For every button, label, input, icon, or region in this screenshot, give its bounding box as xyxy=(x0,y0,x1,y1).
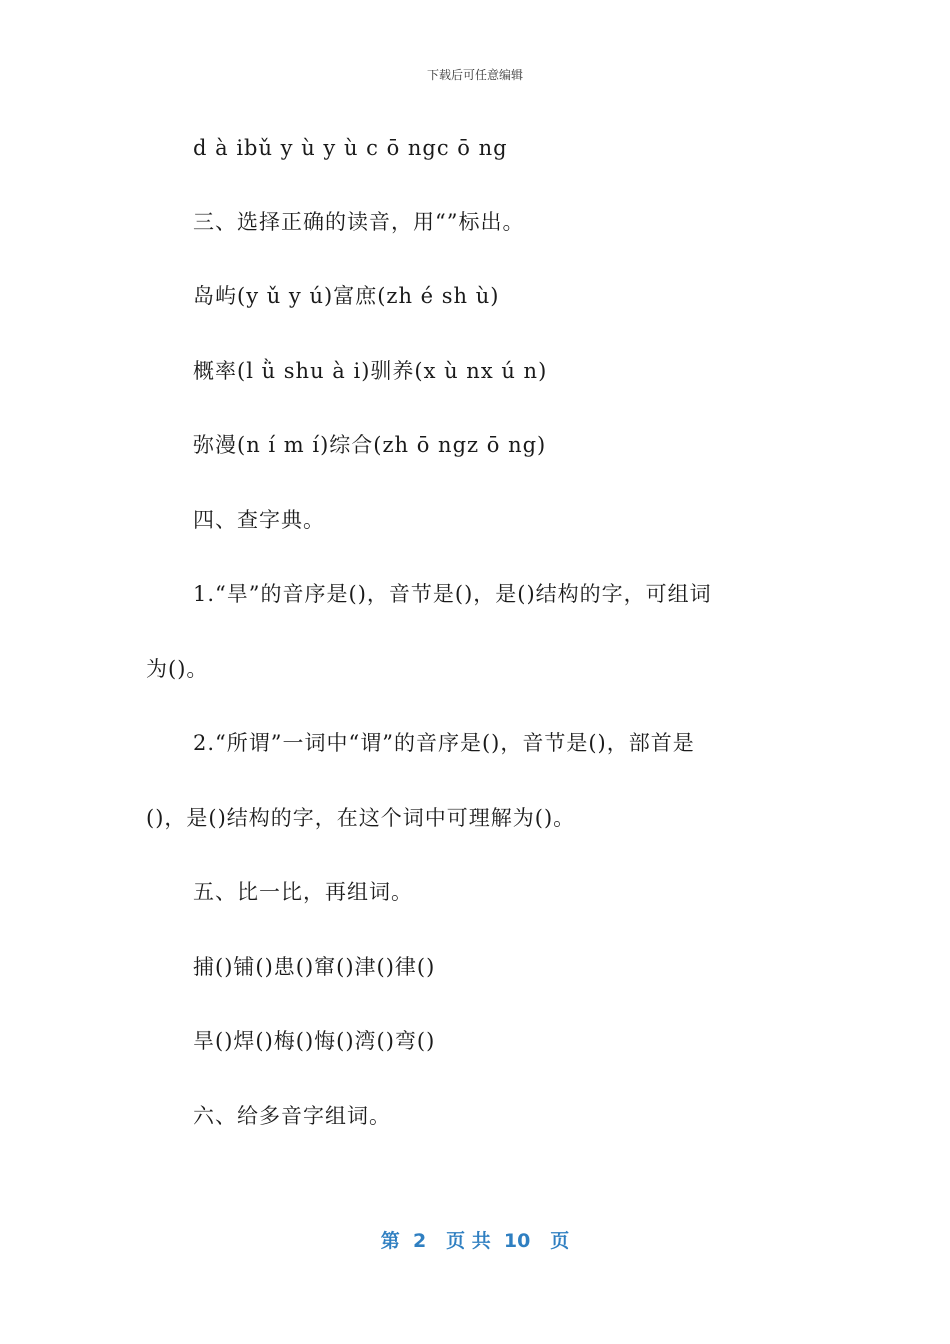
section-four-heading: 四、查字典。 xyxy=(193,508,325,532)
pinyin-line: d à ibǔ y ù y ù c ō ngc ō ng xyxy=(193,136,508,160)
reading-choice-2: 概率(l ǜ shu à i)驯养(x ù nx ú n) xyxy=(193,359,548,383)
dictionary-question-2-cont: ()，是()结构的字，在这个词中可理解为()。 xyxy=(146,806,576,830)
section-six-heading: 六、给多音字组词。 xyxy=(193,1104,391,1128)
section-three-heading: 三、选择正确的读音，用“”标出。 xyxy=(193,210,525,234)
section-five-heading: 五、比一比，再组词。 xyxy=(193,880,413,904)
page-footer: 第 2 页 共 10 页 xyxy=(380,1230,570,1252)
dictionary-question-1: 1.“旱”的音序是()，音节是()，是()结构的字，可组词 xyxy=(193,582,712,606)
page-header: 下载后可任意编辑 xyxy=(426,68,523,82)
compare-row-2: 旱()焊()梅()悔()湾()弯() xyxy=(193,1029,436,1053)
reading-choice-1: 岛屿(y ǔ y ú)富庶(zh é sh ù) xyxy=(193,284,500,308)
dictionary-question-2: 2.“所谓”一词中“谓”的音序是()，音节是()，部首是 xyxy=(193,731,695,755)
compare-row-1: 捕()铺()患()窜()津()律() xyxy=(193,955,436,979)
dictionary-question-1-cont: 为()。 xyxy=(146,657,209,681)
reading-choice-3: 弥漫(n í m í)综合(zh ō ngz ō ng) xyxy=(193,433,547,457)
